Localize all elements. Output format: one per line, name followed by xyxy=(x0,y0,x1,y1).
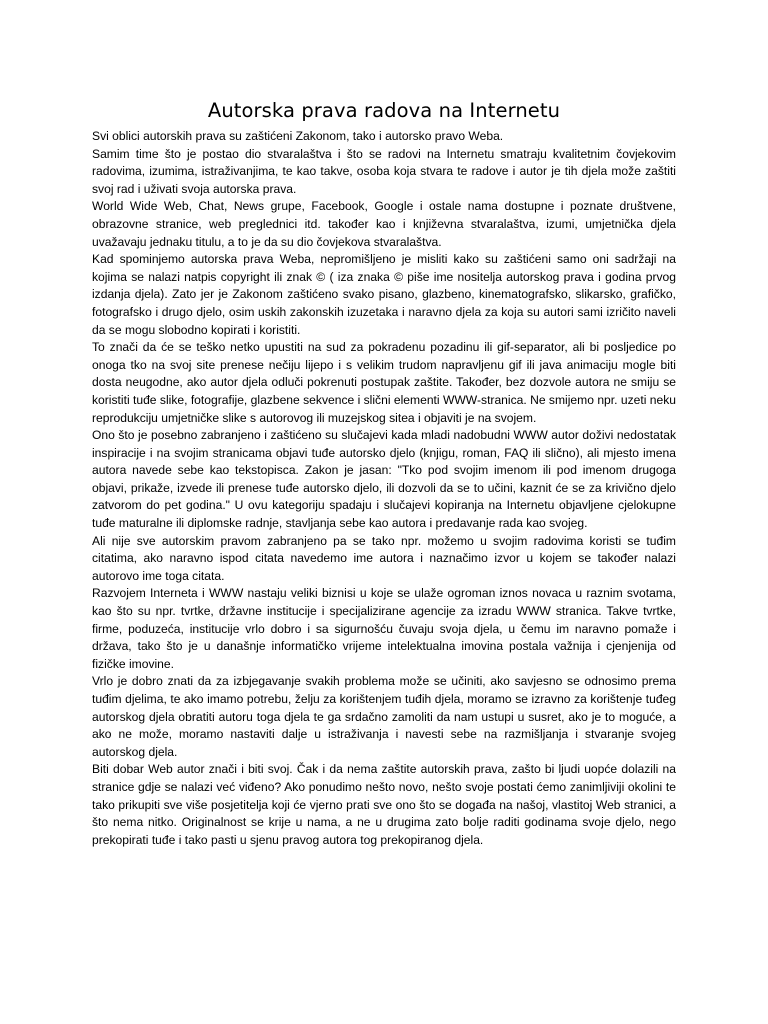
paragraph: World Wide Web, Chat, News grupe, Facebook, Google i ostale nama dostupne i poznate društvene, obrazovne stranice, web preglednici itd. također kao i književna stvaralaštva, izumi, umjetnička djela uvažavaju jednaku titulu, a to je da su dio čovjekova stvaralaštva. xyxy=(92,199,676,249)
paragraph: Ali nije sve autorskim pravom zabranjeno pa se tako npr. možemo u svojim radovima koristi se tuđim citatima, ako naravno ispod citata navedemo ime autora i naznačimo izvor u kojem se također nalazi autorovo ime toga citata. xyxy=(92,533,676,583)
document-title: Autorska prava radova na Internetu xyxy=(207,99,561,122)
paragraph: Svi oblici autorskih prava su zaštićeni Zakonom, tako i autorsko pravo Weba. xyxy=(92,129,504,143)
paragraph: Biti dobar Web autor znači i biti svoj. Čak i da nema zaštite autorskih prava, zašto bi ljudi uopće dolazili na stranice gdje se nalazi već viđeno? Ako ponudimo nešto novo, nešto svoje postati ćemo zanimljiviji okolini te tako prikupiti sve više posjetitelja koji će vjerno prati sve ono što se događa na našoj, vlastitoj Web stranici, a što nema nitko. Originalnost se krije u nama, a ne u drugima zato bolje raditi godinama svoje djelo, nego prekopirati tuđe i tako pasti u sjenu pravog autora tog prekopiranog djela. xyxy=(92,762,676,847)
paragraph: To znači da će se teško netko upustiti na sud za pokradenu pozadinu ili gif-separator, ali bi posljedice po onoga tko na svoj site prenese nečiju lijepo i s velikim trudom napravljenu gif ili java animaciju mogle biti dosta neugodne, ako autor djela odluči pokrenuti postupak zaštite. Također, bez dozvole autora ne smiju se koristiti tuđe slike, fotografije, glazbene sekvence i slični elementi WWW-stranica. Ne smijemo npr. uzeti neku reprodukciju umjetničke slike s autorovog ili muzejskog sitea i objaviti je na svojem. xyxy=(92,340,676,425)
document-page xyxy=(92,98,676,849)
document-body xyxy=(92,128,676,849)
paragraph: Vrlo je dobro znati da za izbjegavanje svakih problema može se učiniti, ako savjesno se odnosimo prema tuđim djelima, te ako imamo potrebu, želju za korištenjem tuđih djela, moramo se izravno za korištenje tuđeg autorskog djela obratiti autoru toga djela te ga srdačno zamoliti da nam ustupi u susret, ako je to moguće, a ako ne može, moramo nastaviti dalje u istraživanja i navesti sebe na razmišljanja i stvaranje svojeg autorskog djela. xyxy=(92,674,676,759)
paragraph: Ono što je posebno zabranjeno i zaštićeno su slučajevi kada mladi nadobudni WWW autor doživi nedostatak inspiracije i na svojim stranicama objavi tuđe autorsko djelo (knjigu, roman, FAQ ili slično), ali mjesto imena autora navede sebe kao tekstopisca. Zakon je jasan: "Tko pod svojim imenom ili pod imenom drugoga objavi, prikaže, izvede ili prenese tuđe autorsko djelo, ili dozvoli da se to učini, kaznit će se za krivično djelo zatvorom do pet godina." U ovu kategoriju spadaju i slučajevi kopiranja na Internetu objavljene cjelokupne tuđe maturalne ili diplomske radnje, stavljanja sebe kao autora i predavanje rada kao svojeg. xyxy=(92,428,676,531)
paragraph: Razvojem Interneta i WWW nastaju veliki biznisi u koje se ulaže ogroman iznos novaca u raznim svotama, kao što su npr. tvrtke, državne institucije i specijalizirane agencije za izradu WWW stranica. Takve tvrtke, firme, poduzeća, institucije vrlo dobro i sa sigurnošću čuvaju svoja djela, u čemu im naravno pomaže i država, tako što je u današnje informatičko vrijeme intelektualna imovina postala važnija i cjenjenija od fizičke imovine. xyxy=(92,586,676,671)
paragraph: Samim time što je postao dio stvaralaštva i što se radovi na Internetu smatraju kvalitetnim čovjekovim radovima, izumima, istraživanjima, te kao takve, osoba koja stvara te radove i autor je tih djela može zaštiti svoj rad i uživati svoja autorska prava. xyxy=(92,146,676,196)
paragraph: Kad spominjemo autorska prava Weba, nepromišljeno je misliti kako su zaštićeni samo oni sadržaji na kojima se nalazi natpis copyright ili znak © ( iza znaka © piše ime nositelja autorskog prava i godina prvog izdanja djela). Zato jer je Zakonom zaštićeno svako pisano, glazbeno, kinematografsko, slikarsko, grafičko, fotografsko i drugo djelo, osim uskih zakonskih izuzetaka i naravno djela za koja su autori sami izričito naveli da se mogu slobodno kopirati i koristiti. xyxy=(92,252,676,337)
